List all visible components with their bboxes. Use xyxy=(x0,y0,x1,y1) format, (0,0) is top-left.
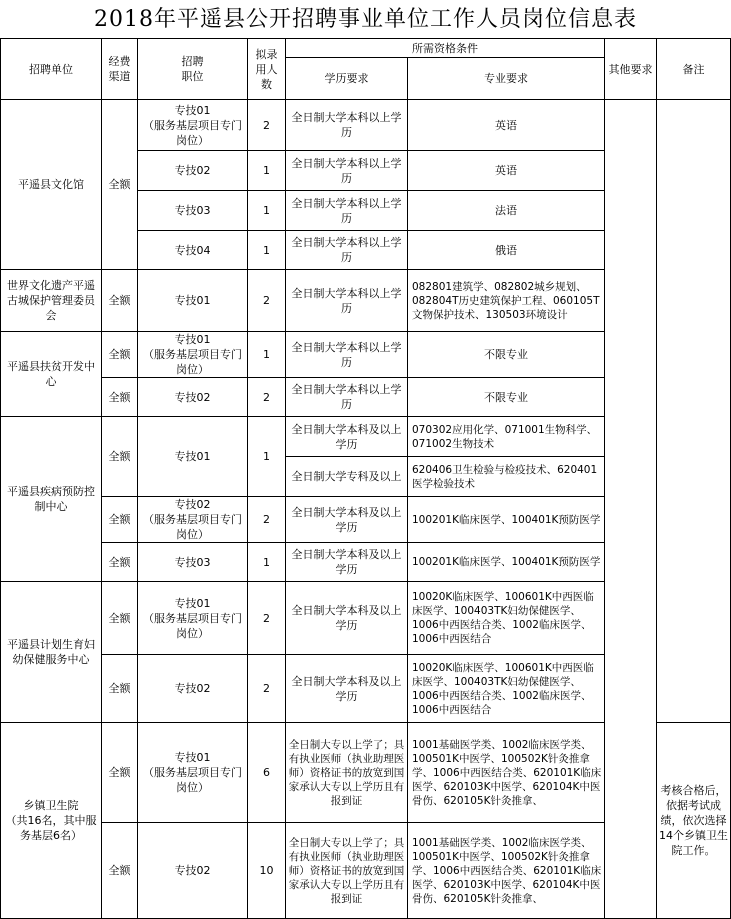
position-cell: 专技01 （服务基层项目专门岗位） xyxy=(138,582,248,655)
quota-cell: 10 xyxy=(248,823,286,919)
header-major: 专业要求 xyxy=(408,58,605,100)
major-cell: 100201K临床医学、100401K预防医学 xyxy=(408,497,605,543)
position-cell: 专技02 （服务基层项目专门岗位） xyxy=(138,497,248,543)
funding-cell: 全额 xyxy=(102,378,138,417)
header-remarks: 备注 xyxy=(657,39,731,100)
major-cell: 10020K临床医学、100601K中西医临床医学、100403TK妇幼保健医学、1006中西医结合类、1002临床医学、1006中西医结合 xyxy=(408,655,605,723)
funding-cell: 全额 xyxy=(102,100,138,270)
funding-cell: 全额 xyxy=(102,417,138,497)
quota-cell: 6 xyxy=(248,723,286,823)
quota-cell: 2 xyxy=(248,497,286,543)
position-cell: 专技02 xyxy=(138,151,248,191)
header-unit: 招聘单位 xyxy=(1,39,102,100)
job-table xyxy=(0,38,731,919)
unit-cell: 平遥县疾病预防控制中心 xyxy=(1,417,102,582)
major-cell: 英语 xyxy=(408,151,605,191)
remarks-cell: 考核合格后，依据考试成绩，依次选择14个乡镇卫生院工作。 xyxy=(657,723,731,919)
position-cell: 专技04 xyxy=(138,231,248,270)
major-cell: 620406卫生检验与检疫技术、620401医学检验技术 xyxy=(408,457,605,497)
major-cell: 082801建筑学、082802城乡规划、082804T历史建筑保护工程、060105T文物保护技术、130503环境设计 xyxy=(408,270,605,332)
education-cell: 全日制大学专科及以上 xyxy=(286,457,408,497)
major-cell: 070302应用化学、071001生物科学、071002生物技术 xyxy=(408,417,605,457)
unit-cell: 乡镇卫生院 （共16名，其中服务基层6名） xyxy=(1,723,102,919)
quota-cell: 2 xyxy=(248,378,286,417)
funding-cell: 全额 xyxy=(102,332,138,378)
position-cell: 专技02 xyxy=(138,823,248,919)
education-cell: 全日制大学本科及以上学历 xyxy=(286,582,408,655)
header-requirements: 所需资格条件 xyxy=(286,39,605,58)
education-cell: 全日制大学本科以上学历 xyxy=(286,100,408,151)
quota-cell: 1 xyxy=(248,231,286,270)
header-education: 学历要求 xyxy=(286,58,408,100)
education-cell: 全日制大学本科及以上学历 xyxy=(286,543,408,582)
funding-cell: 全额 xyxy=(102,723,138,823)
funding-cell: 全额 xyxy=(102,582,138,655)
position-cell: 专技01 xyxy=(138,417,248,497)
major-cell: 不限专业 xyxy=(408,378,605,417)
major-cell: 俄语 xyxy=(408,231,605,270)
quota-cell: 1 xyxy=(248,332,286,378)
unit-cell: 平遥县扶贫开发中心 xyxy=(1,332,102,417)
education-cell: 全日制大专以上学了；具有执业医师（执业助理医师）资格证书的放宽到国家承认大专以上学历且有报到证 xyxy=(286,823,408,919)
quota-cell: 2 xyxy=(248,270,286,332)
major-cell: 1001基础医学类、1002临床医学类、100501K中医学、100502K针灸推拿学、1006中西医结合类、620101K临床医学、620103K中医学、620104K中医骨伤、620105K针灸推拿、 xyxy=(408,823,605,919)
funding-cell: 全额 xyxy=(102,497,138,543)
education-cell: 全日制大学本科及以上学历 xyxy=(286,655,408,723)
position-cell: 专技01 （服务基层项目专门岗位） xyxy=(138,332,248,378)
funding-cell: 全额 xyxy=(102,823,138,919)
position-cell: 专技02 xyxy=(138,655,248,723)
quota-cell: 2 xyxy=(248,100,286,151)
major-cell: 10020K临床医学、100601K中西医临床医学、100403TK妇幼保健医学、1006中西医结合类、1002临床医学、1006中西医结合 xyxy=(408,582,605,655)
funding-cell: 全额 xyxy=(102,543,138,582)
unit-cell: 世界文化遗产平遥古城保护管理委员会 xyxy=(1,270,102,332)
unit-cell: 平遥县计划生育妇幼保健服务中心 xyxy=(1,582,102,723)
major-cell: 1001基础医学类、1002临床医学类、100501K中医学、100502K针灸推拿学、1006中西医结合类、620101K临床医学、620103K中医学、620104K中医骨伤、620105K针灸推拿、 xyxy=(408,723,605,823)
header-position: 招聘 职位 xyxy=(138,39,248,100)
remarks-cell xyxy=(657,100,731,723)
quota-cell: 1 xyxy=(248,417,286,497)
quota-cell: 2 xyxy=(248,582,286,655)
major-cell: 100201K临床医学、100401K预防医学 xyxy=(408,543,605,582)
education-cell: 全日制大学本科及以上学历 xyxy=(286,417,408,457)
education-cell: 全日制大学本科以上学历 xyxy=(286,191,408,231)
header-quota: 拟录 用人 数 xyxy=(248,39,286,100)
major-cell: 英语 xyxy=(408,100,605,151)
education-cell: 全日制大学本科以上学历 xyxy=(286,231,408,270)
page-title: 2018年平遥县公开招聘事业单位工作人员岗位信息表 xyxy=(94,7,637,32)
unit-cell: 平遥县文化馆 xyxy=(1,100,102,270)
position-cell: 专技03 xyxy=(138,191,248,231)
position-cell: 专技01 （服务基层项目专门岗位） xyxy=(138,723,248,823)
position-cell: 专技01 xyxy=(138,270,248,332)
quota-cell: 2 xyxy=(248,655,286,723)
position-cell: 专技01 （服务基层项目专门岗位） xyxy=(138,100,248,151)
education-cell: 全日制大学本科以上学历 xyxy=(286,151,408,191)
other-cell xyxy=(605,100,657,919)
quota-cell: 1 xyxy=(248,191,286,231)
position-cell: 专技02 xyxy=(138,378,248,417)
education-cell: 全日制大学本科以上学历 xyxy=(286,378,408,417)
header-other: 其他要求 xyxy=(605,39,657,100)
education-cell: 全日制大学本科以上学历 xyxy=(286,270,408,332)
education-cell: 全日制大专以上学了；具有执业医师（执业助理医师）资格证书的放宽到国家承认大专以上学历且有报到证 xyxy=(286,723,408,823)
table-row xyxy=(1,100,731,151)
major-cell: 法语 xyxy=(408,191,605,231)
position-cell: 专技03 xyxy=(138,543,248,582)
quota-cell: 1 xyxy=(248,543,286,582)
education-cell: 全日制大学本科以上学历 xyxy=(286,332,408,378)
education-cell: 全日制大学本科及以上学历 xyxy=(286,497,408,543)
funding-cell: 全额 xyxy=(102,655,138,723)
header-funding: 经费 渠道 xyxy=(102,39,138,100)
quota-cell: 1 xyxy=(248,151,286,191)
major-cell: 不限专业 xyxy=(408,332,605,378)
funding-cell: 全额 xyxy=(102,270,138,332)
